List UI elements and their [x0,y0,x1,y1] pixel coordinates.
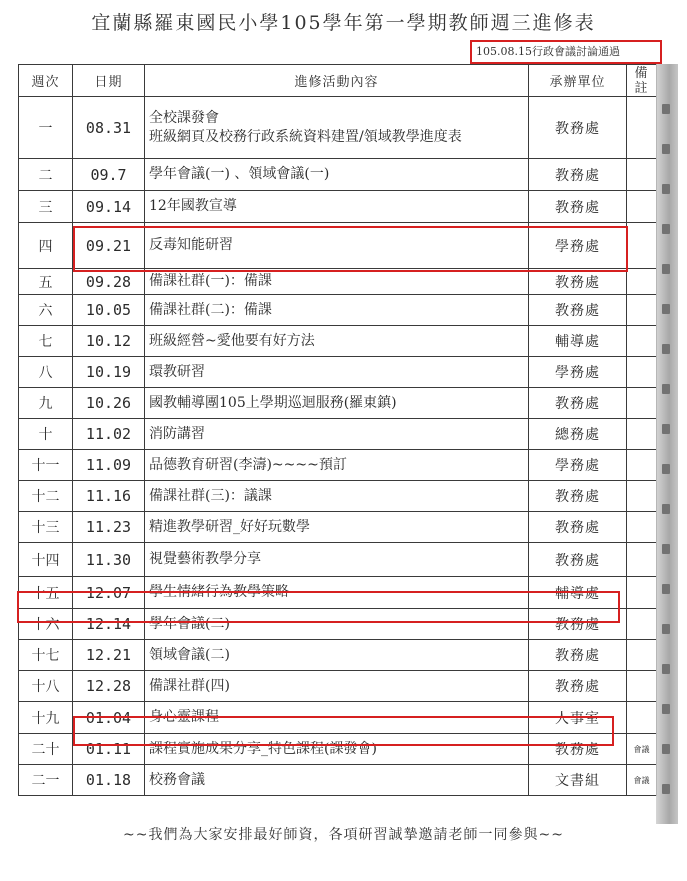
schedule-table [18,64,657,796]
note-cell [627,269,657,295]
scan-mark [662,584,670,594]
week-cell: 十四 [19,543,73,577]
activity-cell: 備課社群(二)：備課 [145,295,529,326]
date-cell: 11.30 [73,543,145,577]
note-cell: 會議 [627,765,657,796]
week-cell: 六 [19,295,73,326]
week-cell: 二 [19,159,73,191]
date-cell: 01.04 [73,702,145,734]
week-cell: 二一 [19,765,73,796]
activity-cell: 學年會議(二) [145,609,529,640]
activity-cell: 課程實施成果分享_特色課程(課發會) [145,734,529,765]
unit-cell: 學務處 [529,223,627,269]
scan-mark [662,744,670,754]
week-cell: 三 [19,191,73,223]
header-note: 備註 [627,65,657,97]
table-row [19,765,657,796]
activity-cell: 身心靈課程 [145,702,529,734]
week-cell: 十八 [19,671,73,702]
unit-cell: 教務處 [529,543,627,577]
table-row [19,543,657,577]
scan-mark [662,784,670,794]
unit-cell: 教務處 [529,640,627,671]
date-cell: 10.26 [73,388,145,419]
activity-cell: 備課社群(三)：議課 [145,481,529,512]
unit-cell: 教務處 [529,191,627,223]
week-cell: 十三 [19,512,73,543]
note-cell [627,609,657,640]
week-cell: 十一 [19,450,73,481]
note-cell: 會議 [627,734,657,765]
date-cell: 11.16 [73,481,145,512]
table-row [19,671,657,702]
activity-cell: 反毒知能研習 [145,223,529,269]
unit-cell: 教務處 [529,609,627,640]
activity-cell: 12年國教宣導 [145,191,529,223]
activity-cell: 班級經營~愛他要有好方法 [145,326,529,357]
date-cell: 09.28 [73,269,145,295]
highlight-box-week19 [73,716,614,746]
scan-mark [662,704,670,714]
table-row [19,481,657,512]
date-cell: 12.14 [73,609,145,640]
activity-cell: 環教研習 [145,357,529,388]
week-cell: 一 [19,97,73,159]
note-cell [627,159,657,191]
date-cell: 12.07 [73,577,145,609]
unit-cell: 總務處 [529,419,627,450]
header-unit: 承辦單位 [529,65,627,97]
scan-mark [662,264,670,274]
activity-cell: 消防講習 [145,419,529,450]
activity-cell: 校務會議 [145,765,529,796]
table-row [19,388,657,419]
date-cell: 09.7 [73,159,145,191]
unit-cell: 人事室 [529,702,627,734]
unit-cell: 學務處 [529,357,627,388]
scan-mark [662,424,670,434]
highlight-box-week15 [17,591,620,623]
note-cell [627,191,657,223]
scan-mark [662,344,670,354]
date-cell: 01.11 [73,734,145,765]
table-row [19,450,657,481]
week-cell: 十六 [19,609,73,640]
unit-cell: 教務處 [529,295,627,326]
note-cell [627,295,657,326]
activity-cell: 備課社群(一)：備課 [145,269,529,295]
table-row [19,640,657,671]
week-cell: 十 [19,419,73,450]
table-row [19,97,657,159]
unit-cell: 教務處 [529,481,627,512]
activity-cell: 視覺藝術教學分享 [145,543,529,577]
approval-note: 105.08.15行政會議討論通過 [470,40,662,64]
unit-cell: 教務處 [529,734,627,765]
note-cell [627,640,657,671]
scan-mark [662,224,670,234]
scan-mark [662,624,670,634]
date-cell: 10.19 [73,357,145,388]
unit-cell: 輔導處 [529,577,627,609]
note-cell [627,543,657,577]
scan-mark [662,104,670,114]
week-cell: 十五 [19,577,73,609]
date-cell: 11.23 [73,512,145,543]
note-cell [627,223,657,269]
note-cell [627,481,657,512]
date-cell: 01.18 [73,765,145,796]
activity-cell: 備課社群(四) [145,671,529,702]
date-cell: 11.09 [73,450,145,481]
note-cell [627,702,657,734]
date-cell: 09.21 [73,223,145,269]
week-cell: 九 [19,388,73,419]
unit-cell: 教務處 [529,159,627,191]
header-date: 日期 [73,65,145,97]
table-row [19,512,657,543]
date-cell: 10.12 [73,326,145,357]
note-cell [627,512,657,543]
table-row [19,419,657,450]
scan-mark [662,144,670,154]
week-cell: 五 [19,269,73,295]
week-cell: 八 [19,357,73,388]
table-row [19,269,657,295]
activity-cell: 精進教學研習_好好玩數學 [145,512,529,543]
table-row [19,295,657,326]
date-cell: 11.02 [73,419,145,450]
table-row [19,326,657,357]
note-cell [627,357,657,388]
note-cell [627,326,657,357]
table-header-row [19,65,657,97]
page-title: 宜蘭縣羅東國民小學105學年第一學期教師週三進修表 [91,12,596,34]
week-cell: 十二 [19,481,73,512]
scan-mark [662,464,670,474]
note-cell [627,671,657,702]
date-cell: 10.05 [73,295,145,326]
unit-cell: 教務處 [529,97,627,159]
note-cell [627,450,657,481]
header-week: 週次 [19,65,73,97]
unit-cell: 輔導處 [529,326,627,357]
activity-cell: 品德教育研習(李濤)~~~~預訂 [145,450,529,481]
scan-mark [662,664,670,674]
scan-mark [662,504,670,514]
week-cell: 十九 [19,702,73,734]
activity-cell: 領域會議(二) [145,640,529,671]
unit-cell: 文書組 [529,765,627,796]
week-cell: 四 [19,223,73,269]
header-activity: 進修活動內容 [145,65,529,97]
unit-cell: 教務處 [529,671,627,702]
week-cell: 十七 [19,640,73,671]
scan-mark [662,544,670,554]
week-cell: 七 [19,326,73,357]
date-cell: 12.28 [73,671,145,702]
date-cell: 09.14 [73,191,145,223]
scan-mark [662,384,670,394]
scan-mark [662,184,670,194]
note-cell [627,419,657,450]
date-cell: 08.31 [73,97,145,159]
note-cell [627,577,657,609]
scan-edge-strip [656,64,678,824]
scan-mark [662,304,670,314]
activity-cell: 國教輔導團105上學期巡迴服務(羅東鎮) [145,388,529,419]
unit-cell: 教務處 [529,512,627,543]
unit-cell: 教務處 [529,388,627,419]
activity-cell: 學年會議(一) 、領域會議(一) [145,159,529,191]
table-row [19,159,657,191]
table-row [19,357,657,388]
date-cell: 12.21 [73,640,145,671]
unit-cell: 學務處 [529,450,627,481]
footer-note: ~~我們為大家安排最好師資，各項研習誠摯邀請老師一同參與~~ [123,827,564,843]
week-cell: 二十 [19,734,73,765]
note-cell [627,97,657,159]
activity-cell: 全校課發會 班級網頁及校務行政系統資料建置/領域教學進度表 [145,97,529,159]
note-cell [627,388,657,419]
highlight-box-week4 [73,226,628,272]
table-row [19,191,657,223]
unit-cell: 教務處 [529,269,627,295]
activity-cell: 學生情緒行為教學策略 [145,577,529,609]
